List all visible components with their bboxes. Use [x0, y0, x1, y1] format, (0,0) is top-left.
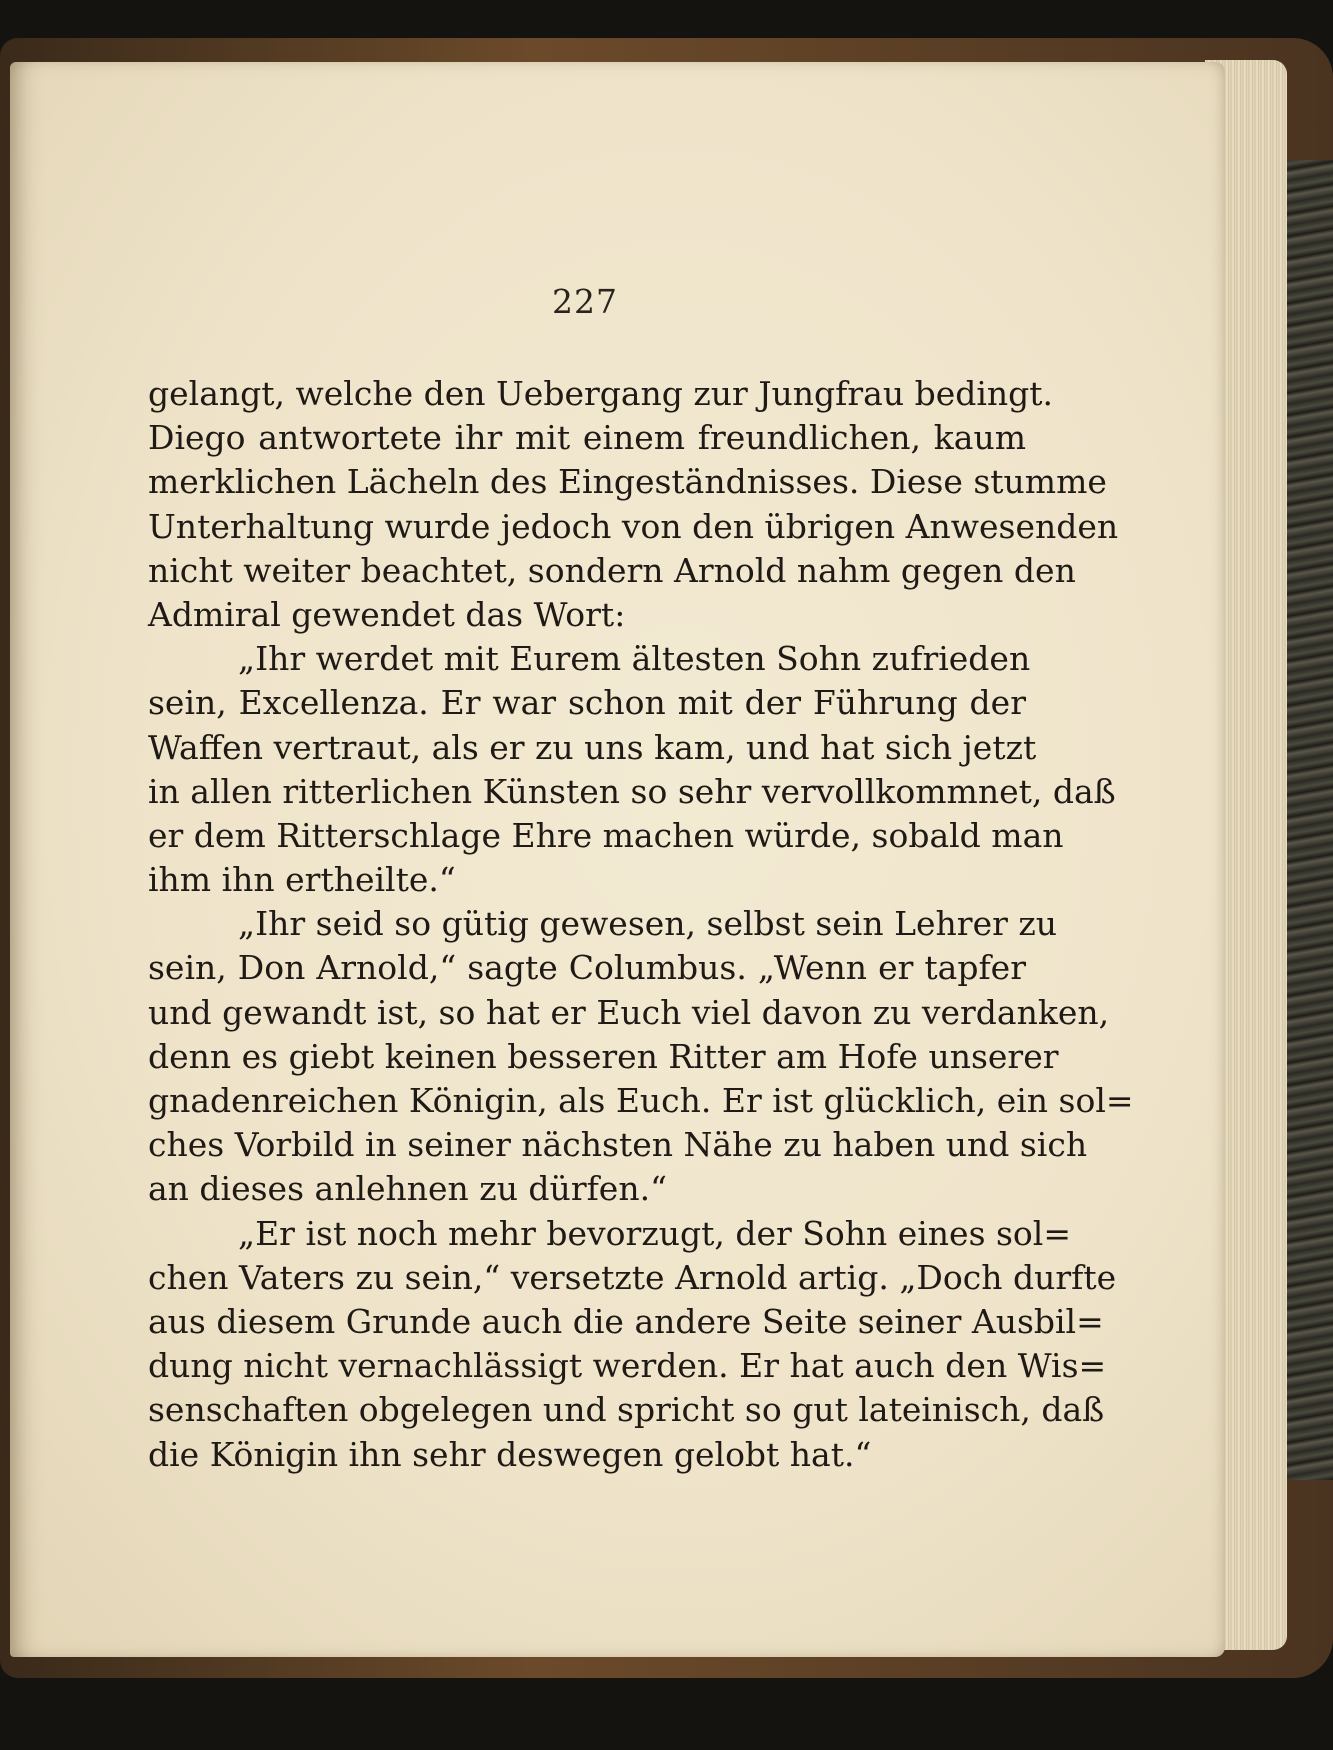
text-line: gelangt, welche den Uebergang zur Jungfrau bedingt. [148, 374, 1054, 413]
book-page [10, 62, 1225, 1657]
text-line: sein, Excellenza. Er war schon mit der Führung der [148, 683, 1026, 723]
text-line: denn es giebt keinen besseren Ritter am Hofe unserer [148, 1036, 1059, 1076]
text-line: dung nicht vernachlässigt werden. Er hat auch den Wis= [148, 1346, 1107, 1386]
text-line: sein, Don Arnold,“ sagte Columbus. „Wenn er tapfer [148, 948, 1026, 988]
page-number: 227 [552, 282, 618, 321]
text-line: nicht weiter beachtet, sondern Arnold nahm gegen den [148, 550, 1076, 590]
text-line: in allen ritterlichen Künsten so sehr vervollkommnet, daß [148, 771, 1116, 811]
text-line: er dem Ritterschlage Ehre machen würde, sobald man [148, 815, 1064, 855]
text-line: Unterhaltung wurde jedoch von den übrigen Anwesenden [148, 506, 1119, 546]
text-line: Diego antwortete ihr mit einem freundlichen, kaum [148, 418, 1026, 458]
text-line: aus diesem Grunde auch die andere Seite seiner Ausbil= [148, 1301, 1104, 1341]
text-line: und gewandt ist, so hat er Euch viel davon zu verdanken, [148, 992, 1110, 1032]
text-line: „Er ist noch mehr bevorzugt, der Sohn eines sol= [238, 1213, 1072, 1253]
text-line: an dieses anlehnen zu dürfen.“ [148, 1169, 667, 1209]
body-text [148, 372, 1134, 1477]
text-line: „Ihr seid so gütig gewesen, selbst sein Lehrer zu [238, 904, 1058, 944]
text-line: die Königin ihn sehr deswegen gelobt hat.“ [148, 1434, 872, 1474]
text-line: ihm ihn ertheilte.“ [148, 860, 456, 900]
text-line: Admiral gewendet das Wort: [148, 594, 626, 634]
text-line: merklichen Lächeln des Eingeständnisses. Diese stumme [148, 462, 1107, 502]
text-line: chen Vaters zu sein,“ versetzte Arnold artig. „Doch durfte [148, 1257, 1117, 1297]
text-line: ches Vorbild in seiner nächsten Nähe zu haben und sich [148, 1125, 1088, 1165]
text-line: Waffen vertraut, als er zu uns kam, und hat sich jetzt [148, 727, 1037, 767]
text-line: „Ihr werdet mit Eurem ältesten Sohn zufrieden [238, 639, 1031, 679]
text-line: senschaften obgelegen und spricht so gut lateinisch, daß [148, 1390, 1105, 1430]
text-line: gnadenreichen Königin, als Euch. Er ist glücklich, ein sol= [148, 1081, 1134, 1120]
